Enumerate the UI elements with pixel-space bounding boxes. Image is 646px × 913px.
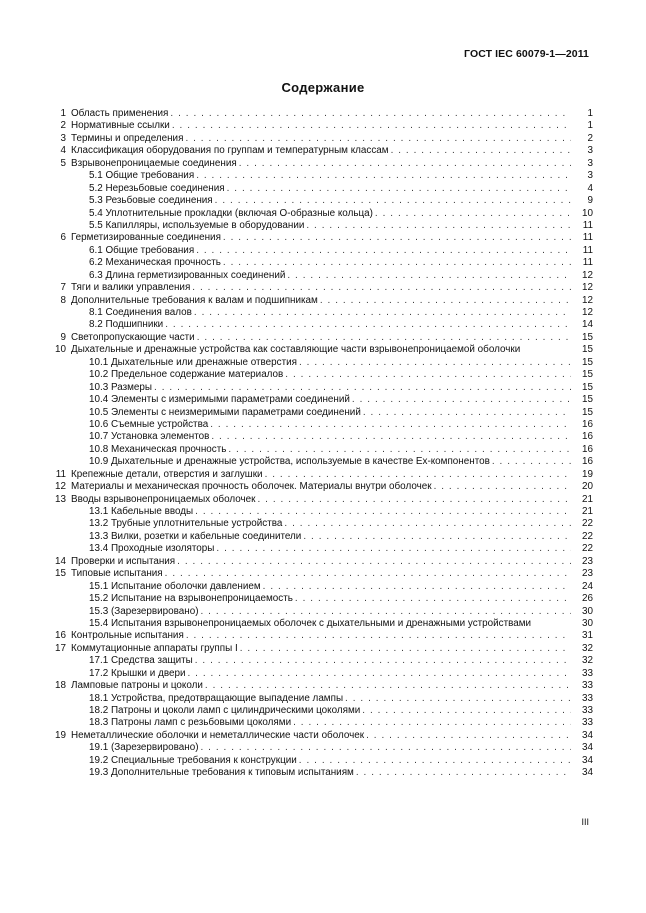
toc-entry[interactable] xyxy=(51,593,593,605)
toc-entry-page: 21 xyxy=(582,493,593,505)
toc-entry-page: 20 xyxy=(582,481,593,493)
toc-entry-number: 8 xyxy=(60,294,66,306)
toc-leader-dots xyxy=(375,208,571,220)
page-title: Содержание xyxy=(281,80,365,95)
toc-entry[interactable] xyxy=(51,606,593,618)
toc-entry[interactable] xyxy=(51,668,593,680)
toc-entry-title: Неметаллические оболочки и неметаллические части оболочек xyxy=(71,729,365,741)
toc-entry-title: 10.4 Элементы с измеримыми параметрами соединений xyxy=(89,394,350,406)
toc-entry[interactable] xyxy=(51,705,593,717)
toc-entry[interactable] xyxy=(51,232,593,244)
toc-leader-dots xyxy=(165,568,571,580)
toc-entry[interactable] xyxy=(51,767,593,779)
page-folio: III xyxy=(581,817,589,827)
toc-entry-page: 16 xyxy=(582,431,593,443)
toc-entry-page: 34 xyxy=(582,742,593,754)
toc-entry-page: 12 xyxy=(582,282,593,294)
toc-entry[interactable] xyxy=(51,419,593,431)
toc-entry-title: 18.3 Патроны ламп с резьбовыми цоколями xyxy=(89,717,292,729)
toc-entry-title: 6.1 Общие требования xyxy=(89,244,195,256)
toc-entry[interactable] xyxy=(51,382,593,394)
toc-entry-number: 15 xyxy=(55,568,66,580)
toc-leader-dots xyxy=(492,456,571,468)
toc-leader-dots xyxy=(216,543,571,555)
toc-leader-dots xyxy=(352,394,571,406)
toc-entry-page: 32 xyxy=(582,642,593,654)
toc-entry-page: 9 xyxy=(587,195,593,207)
toc-entry-title: 5.4 Уплотнительные прокладки (включая О-образные кольца) xyxy=(89,207,373,219)
toc-leader-dots xyxy=(240,643,571,655)
toc-entry-page: 2 xyxy=(587,132,593,144)
toc-leader-dots xyxy=(345,693,571,705)
toc-entry-title: 6.3 Длина герметизированных соединений xyxy=(89,269,286,281)
toc-leader-dots xyxy=(185,133,571,145)
toc-entry[interactable] xyxy=(51,295,593,307)
toc-entry-page: 11 xyxy=(582,244,593,256)
toc-entry[interactable] xyxy=(51,531,593,543)
toc-leader-dots xyxy=(210,419,571,431)
toc-entry-title: 5.3 Резьбовые соединения xyxy=(89,195,213,207)
toc-entry-title: 13.3 Вилки, розетки и кабельные соединители xyxy=(89,530,302,542)
toc-entry-title: 15.3 (Зарезервировано) xyxy=(89,605,199,617)
toc-leader-dots xyxy=(196,170,571,182)
toc-entry-number: 18 xyxy=(55,680,66,692)
toc-entry-page: 30 xyxy=(582,617,593,629)
toc-entry-page: 15 xyxy=(582,381,593,393)
toc-entry-title: Проверки и испытания xyxy=(71,555,176,567)
toc-leader-dots xyxy=(195,506,571,518)
toc-entry-title: Область применения xyxy=(71,108,169,119)
toc-entry-title: 19.1 (Зарезервировано) xyxy=(89,742,199,754)
toc-entry-title: 5.5 Капилляры, используемые в оборудовании xyxy=(89,219,305,231)
toc-entry-page: 23 xyxy=(582,555,593,567)
toc-leader-dots xyxy=(154,382,571,394)
toc-leader-dots xyxy=(215,195,571,207)
toc-entry[interactable] xyxy=(51,444,593,456)
toc-entry-title: 15.4 Испытания взрывонепроницаемых оболочек с дыхательными и дренажными устройствами xyxy=(89,617,532,629)
toc-entry[interactable] xyxy=(51,717,593,729)
toc-entry[interactable] xyxy=(51,183,593,195)
toc-entry[interactable] xyxy=(51,257,593,269)
toc-entry-page: 15 xyxy=(582,356,593,368)
toc-leader-dots xyxy=(200,742,571,754)
toc-entry-number: 2 xyxy=(60,120,66,132)
toc-entry-title: 13.4 Проходные изоляторы xyxy=(89,543,215,555)
toc-entry[interactable] xyxy=(51,581,593,593)
toc-entry[interactable] xyxy=(51,357,593,369)
toc-entry[interactable] xyxy=(51,407,593,419)
toc-entry-page: 3 xyxy=(587,145,593,157)
toc-leader-dots xyxy=(366,730,571,742)
toc-entry-title: 13.1 Кабельные вводы xyxy=(89,506,194,517)
toc-entry[interactable] xyxy=(51,394,593,406)
toc-leader-dots xyxy=(284,518,571,530)
toc-entry-page: 33 xyxy=(582,680,593,692)
toc-entry-title: 10.2 Предельное содержание материалов xyxy=(89,369,284,381)
toc-leader-dots xyxy=(211,431,571,443)
toc-entry-number: 1 xyxy=(60,108,66,119)
toc-entry-page: 33 xyxy=(582,667,593,679)
toc-leader-dots xyxy=(172,120,571,132)
toc-entry[interactable] xyxy=(51,655,593,667)
toc-entry-title: 8.2 Подшипники xyxy=(89,319,164,331)
toc-entry-page: 23 xyxy=(582,568,593,580)
toc-entry[interactable] xyxy=(51,145,593,157)
toc-entry-page: 24 xyxy=(582,580,593,592)
toc-leader-dots xyxy=(205,680,571,692)
toc-entry-page: 26 xyxy=(582,593,593,605)
toc-entry-page: 14 xyxy=(582,319,593,331)
toc-entry-page: 34 xyxy=(582,729,593,741)
toc-entry-title: 15.2 Испытание на взрывонепроницаемость xyxy=(89,593,293,605)
toc-entry-title: 17.1 Средства защиты xyxy=(89,655,193,667)
toc-leader-dots xyxy=(194,307,571,319)
toc-entry-page: 11 xyxy=(582,219,593,231)
toc-entry-number: 10 xyxy=(55,344,66,356)
toc-leader-dots xyxy=(362,705,571,717)
toc-entry[interactable] xyxy=(51,742,593,754)
toc-entry-number: 4 xyxy=(60,145,66,157)
toc-entry-title: Тяги и валики управления xyxy=(71,282,191,294)
toc-entry[interactable] xyxy=(51,543,593,555)
toc-entry-number: 3 xyxy=(60,132,66,144)
toc-entry-title: Контрольные испытания xyxy=(71,630,184,642)
toc-entry-number: 11 xyxy=(55,468,66,480)
toc-entry-number: 6 xyxy=(60,232,66,244)
toc-entry-number: 12 xyxy=(55,481,66,493)
toc-entry-title: Дополнительные требования к валам и подшипникам xyxy=(71,294,318,306)
toc-entry-page: 30 xyxy=(582,605,593,617)
toc-entry-title: Герметизированные соединения xyxy=(71,232,221,244)
toc-entry[interactable] xyxy=(51,133,593,145)
toc-entry-title: Типовые испытания xyxy=(71,568,163,580)
toc-entry[interactable] xyxy=(51,245,593,257)
toc-entry-title: 10.6 Съемные устройства xyxy=(89,418,209,430)
toc-entry[interactable] xyxy=(51,158,593,170)
toc-entry[interactable] xyxy=(51,282,593,294)
toc-entry-page: 15 xyxy=(582,344,593,356)
toc-entry-page: 15 xyxy=(582,406,593,418)
toc-entry-page: 21 xyxy=(582,506,593,517)
toc-entry-page: 34 xyxy=(582,754,593,766)
toc-leader-dots xyxy=(263,581,571,593)
toc-entry-title: Вводы взрывонепроницаемых оболочек xyxy=(71,493,256,505)
toc-entry-title: 18.2 Патроны и цоколи ламп с цилиндрическими цоколями xyxy=(89,705,361,716)
toc-entry-title: Нормативные ссылки xyxy=(71,120,170,132)
toc-leader-dots xyxy=(265,469,571,481)
toc-leader-dots xyxy=(197,332,571,344)
toc-entry[interactable] xyxy=(51,693,593,705)
toc-leader-dots xyxy=(239,158,571,170)
toc-entry-title: 10.7 Установка элементов xyxy=(89,431,210,443)
toc-leader-dots xyxy=(200,606,571,618)
toc-entry[interactable] xyxy=(51,481,593,493)
toc-entry[interactable] xyxy=(51,518,593,530)
toc-entry-page: 34 xyxy=(582,767,593,779)
toc-entry-title: 5.1 Общие требования xyxy=(89,170,195,182)
toc-entry-page: 3 xyxy=(587,170,593,182)
toc-entry-title: 5.2 Нерезьбовые соединения xyxy=(89,182,225,194)
toc-entry-page: 16 xyxy=(582,443,593,455)
toc-entry-page: 15 xyxy=(582,394,593,406)
toc-entry[interactable] xyxy=(51,307,593,319)
toc-entry-page: 33 xyxy=(582,717,593,729)
toc-entry-number: 14 xyxy=(55,555,66,567)
toc-entry-title: 17.2 Крышки и двери xyxy=(89,667,186,679)
toc-entry-title: Светопропускающие части xyxy=(71,331,195,343)
toc-leader-dots xyxy=(223,257,571,269)
toc-leader-dots xyxy=(165,319,571,331)
toc-entry[interactable] xyxy=(51,456,593,468)
toc-leader-dots xyxy=(223,232,571,244)
toc-entry-number: 9 xyxy=(60,331,66,343)
toc-leader-dots xyxy=(363,407,571,419)
toc-leader-dots xyxy=(195,655,571,667)
toc-entry-title: 10.8 Механическая прочность xyxy=(89,443,227,455)
toc-entry-title: 10.1 Дыхательные или дренажные отверстия xyxy=(89,356,297,368)
toc-entry[interactable] xyxy=(51,618,593,630)
toc-entry-title: 13.2 Трубные уплотнительные устройства xyxy=(89,518,283,530)
toc-entry-page: 12 xyxy=(582,307,593,318)
toc-entry-title: 10.5 Элементы с неизмеримыми параметрами соединений xyxy=(89,406,361,418)
toc-leader-dots xyxy=(170,108,571,120)
toc-leader-dots xyxy=(177,556,571,568)
toc-entry-page: 16 xyxy=(582,456,593,468)
toc-leader-dots xyxy=(295,593,571,605)
toc-entry-page: 22 xyxy=(582,518,593,530)
toc-leader-dots xyxy=(320,295,571,307)
toc-entry-page: 22 xyxy=(582,543,593,555)
toc-entry-title: Ламповые патроны и цоколи xyxy=(71,680,203,692)
toc-entry-title: 19.2 Специальные требования к конструкции xyxy=(89,754,297,766)
toc-entry[interactable] xyxy=(51,170,593,182)
toc-entry[interactable] xyxy=(51,195,593,207)
toc-entry-page: 31 xyxy=(582,630,593,642)
toc-entry-title: 15.1 Испытание оболочки давлением xyxy=(89,580,261,592)
toc-leader-dots xyxy=(434,481,571,493)
toc-entry[interactable] xyxy=(51,469,593,481)
toc-entry[interactable] xyxy=(51,494,593,506)
toc-leader-dots xyxy=(306,220,571,232)
toc-entry-page: 3 xyxy=(587,157,593,169)
toc-entry[interactable] xyxy=(51,319,593,331)
toc-leader-dots xyxy=(293,717,571,729)
toc-entry-title: Крепежные детали, отверстия и заглушки xyxy=(71,468,263,480)
toc-entry-page: 11 xyxy=(582,257,593,269)
toc-entry[interactable] xyxy=(51,755,593,767)
toc-entry-title: 19.3 Дополнительные требования к типовым испытаниям xyxy=(89,767,354,779)
toc-leader-dots xyxy=(228,444,571,456)
toc-entry-number: 7 xyxy=(60,282,66,294)
toc-leader-dots xyxy=(257,494,571,506)
toc-entry-page: 11 xyxy=(582,232,593,244)
toc-entry-number: 16 xyxy=(55,630,66,642)
toc-entry-title: Коммутационные аппараты группы I xyxy=(71,642,238,654)
toc-entry-page: 15 xyxy=(582,331,593,343)
standard-designation: ГОСТ IEC 60079-1—2011 xyxy=(464,48,589,60)
toc-leader-dots xyxy=(192,282,571,294)
toc-entry-title: 8.1 Соединения валов xyxy=(89,307,192,318)
toc-entry[interactable] xyxy=(51,506,593,518)
toc-entry-page: 19 xyxy=(582,468,593,480)
toc-entry-title: 18.1 Устройства, предотвращающие выпадение лампы xyxy=(89,692,344,704)
toc-entry-page: 10 xyxy=(582,207,593,219)
toc-leader-dots xyxy=(299,357,571,369)
toc-entry-title: Материалы и механическая прочность оболочек. Материалы внутри оболочек xyxy=(71,481,432,493)
toc-leader-dots xyxy=(391,145,571,157)
toc-entry-page: 1 xyxy=(587,108,593,119)
toc-entry[interactable] xyxy=(51,630,593,642)
toc-entry-page: 4 xyxy=(587,182,593,194)
toc-entry-number: 17 xyxy=(55,642,66,654)
toc-entry-title: Взрывонепроницаемые соединения xyxy=(71,157,237,169)
toc-leader-dots xyxy=(356,767,571,779)
toc-entry-page: 33 xyxy=(582,692,593,704)
toc-leader-dots xyxy=(227,183,571,195)
toc-entry[interactable] xyxy=(51,220,593,232)
toc-entry[interactable] xyxy=(51,680,593,692)
toc-leader-dots xyxy=(187,668,571,680)
toc-entry[interactable] xyxy=(51,270,593,282)
toc-leader-dots xyxy=(186,630,571,642)
toc-entry[interactable] xyxy=(51,730,593,742)
toc-entry-page: 32 xyxy=(582,655,593,667)
toc-entry[interactable] xyxy=(51,120,593,132)
toc-entry-title: 10.9 Дыхательные и дренажные устройства, используемые в качестве Ex-компонентов xyxy=(89,456,490,468)
toc-entry-title: 6.2 Механическая прочность xyxy=(89,257,221,269)
toc-entry-page: 22 xyxy=(582,530,593,542)
toc-entry-page: 16 xyxy=(582,418,593,430)
toc-leader-dots xyxy=(287,270,571,282)
toc-entry-page: 12 xyxy=(582,269,593,281)
toc-entry-title: Термины и определения xyxy=(71,132,184,144)
toc-entry[interactable] xyxy=(51,568,593,580)
toc-entry-title: 10.3 Размеры xyxy=(89,381,153,393)
toc-entry-page: 15 xyxy=(582,369,593,381)
toc-leader-dots xyxy=(299,755,571,767)
toc-leader-dots xyxy=(196,245,571,257)
toc-entry-page: 33 xyxy=(582,705,593,716)
toc-entry[interactable] xyxy=(51,369,593,381)
toc-leader-dots xyxy=(303,531,571,543)
toc-entry[interactable] xyxy=(51,431,593,443)
toc-leader-dots xyxy=(285,369,571,381)
toc-entry-title: Дыхательные и дренажные устройства как составляющие части взрывонепроницаемой оболочки xyxy=(71,344,521,356)
toc-entry-number: 5 xyxy=(60,157,66,169)
toc-entry-number: 19 xyxy=(55,729,66,741)
toc-entry-number: 13 xyxy=(55,493,66,505)
toc-entry[interactable] xyxy=(51,108,593,120)
toc-entry-page: 12 xyxy=(582,294,593,306)
toc-entry-title: Классификация оборудования по группам и температурным классам xyxy=(71,145,389,157)
table-of-contents xyxy=(51,108,593,780)
toc-entry[interactable] xyxy=(51,332,593,344)
toc-entry-page: 1 xyxy=(587,120,593,132)
toc-entry[interactable] xyxy=(51,344,593,356)
toc-entry[interactable] xyxy=(51,556,593,568)
toc-entry[interactable] xyxy=(51,643,593,655)
toc-entry[interactable] xyxy=(51,208,593,220)
